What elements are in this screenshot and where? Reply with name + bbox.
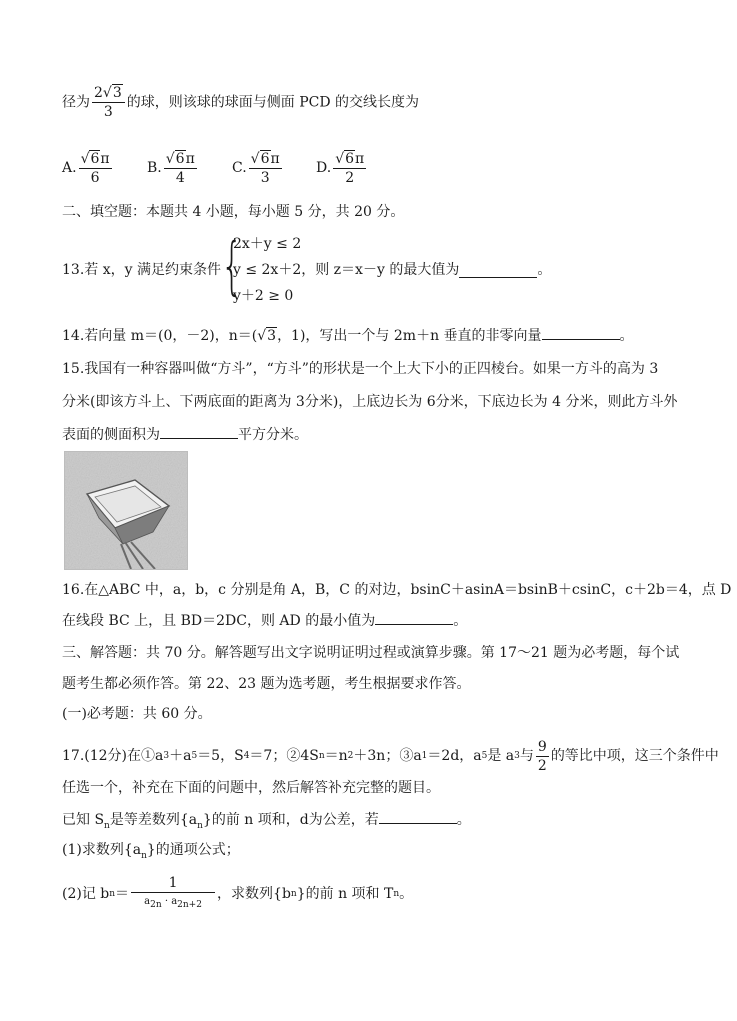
answer-blank[interactable] (375, 610, 453, 625)
q17-line1: 17.(12分)在①a 3 ＋a 5 ＝5，S 4 ＝7；②4S n ＝n 2 ＋3n；③a 1 ＝2d，a 5 是 a 3 与 $\frac{9}{2}$ 的等比中项，这三个条件中 (62, 738, 719, 774)
q15-line2: 分米(即该方斗上、下两底面的距离为 3分米)，上底边长为 6分米，下底边长为 4 分米，则此方斗外 (62, 394, 678, 410)
q16-line2: 在线段 BC 上，且 BD＝2DC，则 AD 的最小值为 。 (62, 610, 467, 631)
fangdou-illustration (65, 452, 187, 569)
option-b: B. $\frac{√6\pi}{4}$ (147, 150, 195, 186)
q17-part1: (1)求数列$\{a_n\}$的通项公式； (62, 842, 240, 861)
sqrt-symbol: √3 (257, 328, 277, 344)
answer-blank[interactable] (459, 263, 537, 278)
q17-fraction: $\frac{9}{2}$ (537, 738, 547, 774)
q17-line2: 任选一个，补充在下面的问题中，然后解答补充完整的题目。 (62, 780, 440, 796)
q15-line1: 15.我国有一种容器叫做“方斗”，“方斗”的形状是一个上大下小的正四棱台。如果一方斗的高为 3 (62, 361, 659, 377)
sqrt-symbol: √3 (102, 85, 122, 101)
answer-blank[interactable] (542, 325, 620, 340)
q12-fraction: $\frac{2√3}{3}$ (92, 84, 125, 121)
option-d: D. $\frac{√6\pi}{2}$ (316, 150, 365, 186)
q13: 13.若 x，y 满足约束条件 { 2x＋y ≤ 2 y ≤ 2x＋2 y＋2 ≥ 0 ，则 z＝x－y 的最大值为 。 (62, 229, 552, 304)
constraint-2: y ≤ 2x＋2 (232, 262, 302, 278)
q12-tail-line (62, 84, 419, 121)
q17-part2: (2)记 b n ＝ $\frac{1}{a_{2n} \cdot a_{2n+2}}$ ，求数列{b n }的前 n 项和 T n 。 (62, 872, 413, 916)
constraint-3: y＋2 ≥ 0 (232, 288, 294, 304)
option-c: C. $\frac{√6\pi}{3}$ (232, 150, 280, 186)
section3-line3: (一)必考题：共 60 分。 (62, 706, 212, 722)
q17-bn-fraction: $\frac{1}{a_{2n} \cdot a_{2n+2}}$ (131, 874, 215, 914)
brace-symbol: { (220, 229, 243, 302)
q12-prefix: 径为 (62, 94, 90, 111)
answer-blank[interactable] (160, 424, 238, 439)
q15-line3: 表面的侧面积为 平方分米。 (62, 424, 308, 445)
constraint-system (220, 229, 302, 306)
section3-line2: 题考生都必须作答。第 22、23 题为选考题，考生根据要求作答。 (62, 676, 471, 692)
answer-blank[interactable] (379, 809, 457, 824)
option-a: A. $\frac{√6\pi}{6}$ (62, 150, 110, 186)
q17-line3: 已知 $S_n$是等差数列$\{a_n\}$的前 n 项和，d为公差，若 。 (62, 809, 471, 836)
fangdou-photo (64, 451, 188, 570)
section2-heading: 二、填空题：本题共 4 小题，每小题 5 分，共 20 分。 (62, 204, 405, 220)
q12-suffix: 的球，则该球的球面与侧面 PCD 的交线长度为 (126, 94, 420, 111)
q14: 14.若向量 m＝(0，－2)，n＝(√3，1)，写出一个与 2m＋n 垂直的非零向量 。 (62, 325, 634, 346)
q16-line1: 16.在△ABC 中，a，b，c 分别是角 A，B，C 的对边，bsinC＋asinA＝bsinB＋csinC，c＋2b＝4，点 D (62, 582, 732, 598)
constraint-1: 2x＋y ≤ 2 (232, 236, 302, 252)
section3-line1: 三、解答题：共 70 分。解答题写出文字说明证明过程或演算步骤。第 17～21 题为必考题，每个试 (62, 645, 680, 661)
